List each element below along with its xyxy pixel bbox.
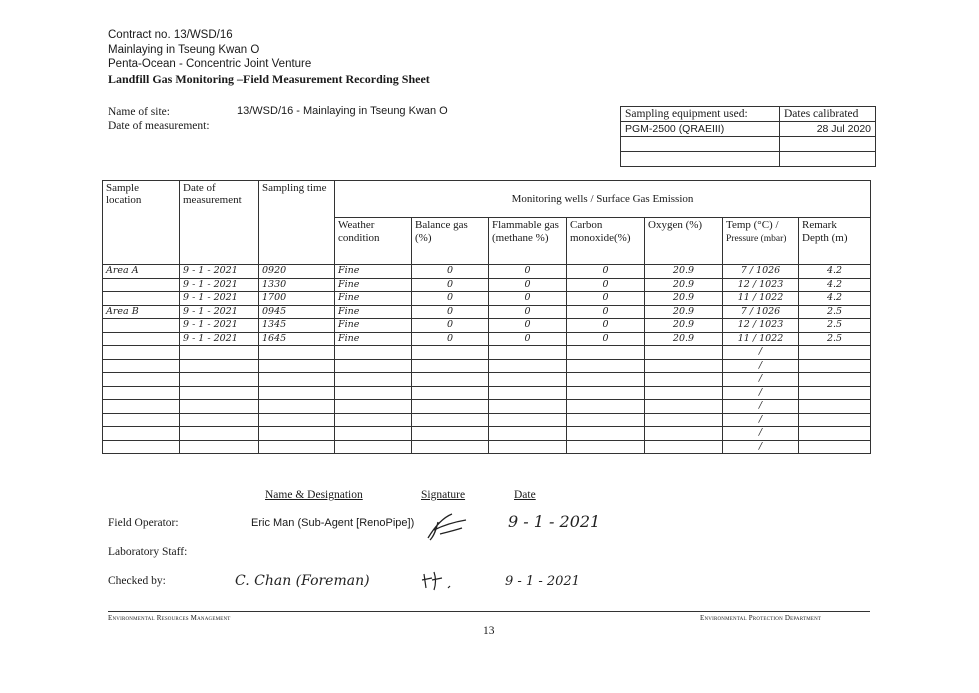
location-cell bbox=[103, 278, 180, 292]
document-header bbox=[108, 28, 430, 86]
temp-pressure-cell: 12 / 1023 bbox=[723, 319, 799, 333]
flammable-gas-header: Flammable gas (methane %) bbox=[489, 218, 567, 265]
checked-by-signature bbox=[418, 566, 458, 594]
footer-right: Environmental Protection Department bbox=[700, 614, 822, 622]
weather-cell: Fine bbox=[335, 265, 412, 279]
depth-cell bbox=[799, 400, 871, 414]
calibration-date-cell: 28 Jul 2020 bbox=[780, 122, 876, 137]
weather-cell: Fine bbox=[335, 278, 412, 292]
weather-cell bbox=[335, 400, 412, 414]
temp-pressure-header bbox=[723, 218, 799, 265]
temp-pressure-cell: 11 / 1022 bbox=[723, 292, 799, 306]
depth-cell: 4.2 bbox=[799, 265, 871, 279]
time-cell bbox=[259, 346, 335, 360]
balance-gas-cell bbox=[412, 359, 489, 373]
carbon-monoxide-cell bbox=[567, 400, 645, 414]
footer-divider bbox=[108, 611, 870, 612]
carbon-monoxide-cell: 0 bbox=[567, 265, 645, 279]
location-cell bbox=[103, 440, 180, 454]
flammable-gas-cell: 0 bbox=[489, 265, 567, 279]
date-cell: 9 - 1 - 2021 bbox=[180, 305, 259, 319]
oxygen-cell: 20.9 bbox=[645, 305, 723, 319]
table-row bbox=[103, 265, 871, 279]
table-row bbox=[103, 413, 871, 427]
location-cell: Area A bbox=[103, 265, 180, 279]
temp-header: Temp (°C) / bbox=[726, 219, 779, 231]
weather-cell bbox=[335, 359, 412, 373]
time-cell bbox=[259, 373, 335, 387]
oxygen-cell bbox=[645, 413, 723, 427]
weather-cell bbox=[335, 346, 412, 360]
weather-cell: Fine bbox=[335, 305, 412, 319]
time-cell bbox=[259, 427, 335, 441]
carbon-monoxide-cell: 0 bbox=[567, 278, 645, 292]
location-cell bbox=[103, 400, 180, 414]
depth-cell bbox=[799, 373, 871, 387]
sample-location-header: Sample location bbox=[103, 181, 180, 265]
equipment-header-row bbox=[621, 107, 876, 122]
date-cell: 9 - 1 - 2021 bbox=[180, 278, 259, 292]
oxygen-cell: 20.9 bbox=[645, 332, 723, 346]
depth-cell bbox=[799, 346, 871, 360]
depth-cell bbox=[799, 359, 871, 373]
calibration-date-cell bbox=[780, 152, 876, 167]
date-cell bbox=[180, 346, 259, 360]
equipment-row bbox=[621, 122, 876, 137]
depth-cell: 4.2 bbox=[799, 292, 871, 306]
temp-pressure-cell: / bbox=[723, 359, 799, 373]
location-cell bbox=[103, 373, 180, 387]
balance-gas-cell: 0 bbox=[412, 319, 489, 333]
oxygen-cell bbox=[645, 440, 723, 454]
balance-gas-cell bbox=[412, 373, 489, 387]
date-cell: 9 - 1 - 2021 bbox=[180, 292, 259, 306]
page-number: 13 bbox=[483, 625, 495, 637]
equipment-row bbox=[621, 152, 876, 167]
carbon-monoxide-cell bbox=[567, 346, 645, 360]
time-cell bbox=[259, 440, 335, 454]
remark-label: Remark bbox=[802, 219, 837, 231]
footer-left: Environmental Resources Management bbox=[108, 614, 231, 622]
carbon-monoxide-header: Carbon monoxide(%) bbox=[567, 218, 645, 265]
temp-pressure-cell: / bbox=[723, 373, 799, 387]
location-cell bbox=[103, 319, 180, 333]
oxygen-header: Oxygen (%) bbox=[645, 218, 723, 265]
oxygen-cell bbox=[645, 346, 723, 360]
sheet-title: Landfill Gas Monitoring –Field Measurement Recording Sheet bbox=[108, 71, 430, 86]
equipment-cell bbox=[621, 137, 780, 152]
site-info bbox=[108, 105, 210, 133]
flammable-gas-cell: 0 bbox=[489, 278, 567, 292]
equipment-cell: PGM-2500 (QRAEIII) bbox=[621, 122, 780, 137]
flammable-gas-cell: 0 bbox=[489, 292, 567, 306]
time-cell bbox=[259, 400, 335, 414]
balance-gas-cell: 0 bbox=[412, 292, 489, 306]
balance-gas-cell: 0 bbox=[412, 332, 489, 346]
balance-gas-header: Balance gas (%) bbox=[412, 218, 489, 265]
oxygen-cell: 20.9 bbox=[645, 319, 723, 333]
name-designation-header: Name & Designation bbox=[265, 489, 363, 501]
temp-pressure-cell: / bbox=[723, 440, 799, 454]
time-cell: 0945 bbox=[259, 305, 335, 319]
table-row bbox=[103, 332, 871, 346]
location-cell bbox=[103, 359, 180, 373]
weather-cell: Fine bbox=[335, 332, 412, 346]
date-cell: 9 - 1 - 2021 bbox=[180, 332, 259, 346]
flammable-gas-cell bbox=[489, 427, 567, 441]
project-name: Mainlaying in Tseung Kwan O bbox=[108, 43, 260, 56]
equipment-table bbox=[620, 106, 876, 167]
temp-pressure-cell: / bbox=[723, 427, 799, 441]
date-header: Date of measurement bbox=[180, 181, 259, 265]
temp-pressure-cell: 11 / 1022 bbox=[723, 332, 799, 346]
location-cell bbox=[103, 332, 180, 346]
pressure-header: Pressure (mbar) bbox=[726, 234, 787, 244]
flammable-gas-cell bbox=[489, 386, 567, 400]
equipment-cell bbox=[621, 152, 780, 167]
time-cell: 1645 bbox=[259, 332, 335, 346]
oxygen-cell bbox=[645, 400, 723, 414]
flammable-gas-cell: 0 bbox=[489, 332, 567, 346]
balance-gas-cell bbox=[412, 427, 489, 441]
balance-gas-cell: 0 bbox=[412, 278, 489, 292]
oxygen-cell: 20.9 bbox=[645, 278, 723, 292]
depth-cell bbox=[799, 440, 871, 454]
weather-cell: Fine bbox=[335, 292, 412, 306]
oxygen-cell: 20.9 bbox=[645, 265, 723, 279]
date-cell bbox=[180, 413, 259, 427]
carbon-monoxide-cell bbox=[567, 440, 645, 454]
measurement-table bbox=[102, 180, 871, 454]
monitoring-group-header: Monitoring wells / Surface Gas Emission bbox=[335, 181, 871, 218]
checked-by-label: Checked by: bbox=[108, 575, 166, 587]
table-row bbox=[103, 305, 871, 319]
depth-cell bbox=[799, 386, 871, 400]
table-row bbox=[103, 440, 871, 454]
table-row bbox=[103, 373, 871, 387]
date-cell bbox=[180, 400, 259, 414]
temp-pressure-cell: 7 / 1026 bbox=[723, 265, 799, 279]
date-cell bbox=[180, 386, 259, 400]
laboratory-staff-label: Laboratory Staff: bbox=[108, 546, 188, 558]
weather-cell bbox=[335, 373, 412, 387]
location-cell bbox=[103, 427, 180, 441]
weather-cell bbox=[335, 413, 412, 427]
temp-pressure-cell: / bbox=[723, 413, 799, 427]
balance-gas-cell bbox=[412, 440, 489, 454]
carbon-monoxide-cell bbox=[567, 427, 645, 441]
time-cell bbox=[259, 359, 335, 373]
time-cell: 1330 bbox=[259, 278, 335, 292]
temp-pressure-cell: / bbox=[723, 400, 799, 414]
weather-cell bbox=[335, 386, 412, 400]
date-cell bbox=[180, 373, 259, 387]
field-operator-signature bbox=[420, 508, 470, 542]
flammable-gas-cell: 0 bbox=[489, 305, 567, 319]
contractor-name: Penta-Ocean - Concentric Joint Venture bbox=[108, 58, 312, 70]
weather-cell: Fine bbox=[335, 319, 412, 333]
table-row bbox=[103, 359, 871, 373]
depth-cell bbox=[799, 413, 871, 427]
location-cell bbox=[103, 292, 180, 306]
calibration-date-cell bbox=[780, 137, 876, 152]
balance-gas-cell bbox=[412, 346, 489, 360]
depth-cell: 2.5 bbox=[799, 332, 871, 346]
carbon-monoxide-cell bbox=[567, 359, 645, 373]
site-name-label: Name of site: bbox=[108, 106, 170, 118]
oxygen-cell bbox=[645, 386, 723, 400]
checked-by-date: 9 - 1 - 2021 bbox=[505, 574, 580, 589]
balance-gas-cell bbox=[412, 413, 489, 427]
date-cell bbox=[180, 440, 259, 454]
location-cell: Area B bbox=[103, 305, 180, 319]
depth-cell: 2.5 bbox=[799, 319, 871, 333]
balance-gas-cell bbox=[412, 400, 489, 414]
time-cell: 1700 bbox=[259, 292, 335, 306]
date-header-sign: Date bbox=[514, 489, 536, 501]
flammable-gas-cell bbox=[489, 400, 567, 414]
depth-cell: 2.5 bbox=[799, 305, 871, 319]
carbon-monoxide-cell: 0 bbox=[567, 305, 645, 319]
time-cell: 1345 bbox=[259, 319, 335, 333]
carbon-monoxide-cell: 0 bbox=[567, 332, 645, 346]
date-cell bbox=[180, 359, 259, 373]
carbon-monoxide-cell bbox=[567, 386, 645, 400]
site-name-value: 13/WSD/16 - Mainlaying in Tseung Kwan O bbox=[237, 105, 448, 117]
temp-pressure-cell: / bbox=[723, 386, 799, 400]
depth-cell: 4.2 bbox=[799, 278, 871, 292]
location-cell bbox=[103, 386, 180, 400]
carbon-monoxide-cell: 0 bbox=[567, 292, 645, 306]
equipment-col-header: Sampling equipment used: bbox=[621, 107, 780, 122]
flammable-gas-cell bbox=[489, 346, 567, 360]
table-row bbox=[103, 292, 871, 306]
temp-pressure-cell: / bbox=[723, 346, 799, 360]
weather-cell bbox=[335, 440, 412, 454]
carbon-monoxide-cell bbox=[567, 413, 645, 427]
field-operator-date: 9 - 1 - 2021 bbox=[508, 512, 601, 531]
oxygen-cell bbox=[645, 359, 723, 373]
flammable-gas-cell: 0 bbox=[489, 319, 567, 333]
table-row bbox=[103, 346, 871, 360]
flammable-gas-cell bbox=[489, 359, 567, 373]
calibration-col-header: Dates calibrated bbox=[780, 107, 876, 122]
date-cell bbox=[180, 427, 259, 441]
table-row bbox=[103, 386, 871, 400]
temp-pressure-cell: 7 / 1026 bbox=[723, 305, 799, 319]
carbon-monoxide-cell bbox=[567, 373, 645, 387]
weather-header: Weather condition bbox=[335, 218, 412, 265]
location-cell bbox=[103, 413, 180, 427]
date-cell: 9 - 1 - 2021 bbox=[180, 319, 259, 333]
contract-number: Contract no. 13/WSD/16 bbox=[108, 29, 233, 41]
location-cell bbox=[103, 346, 180, 360]
field-operator-label: Field Operator: bbox=[108, 517, 179, 529]
flammable-gas-cell bbox=[489, 373, 567, 387]
carbon-monoxide-cell: 0 bbox=[567, 319, 645, 333]
oxygen-cell: 20.9 bbox=[645, 292, 723, 306]
flammable-gas-cell bbox=[489, 440, 567, 454]
date-of-measurement-label: Date of measurement: bbox=[108, 120, 210, 132]
remark-header bbox=[799, 218, 871, 265]
flammable-gas-cell bbox=[489, 413, 567, 427]
oxygen-cell bbox=[645, 373, 723, 387]
time-cell: 0920 bbox=[259, 265, 335, 279]
table-row bbox=[103, 400, 871, 414]
table-row bbox=[103, 278, 871, 292]
time-cell bbox=[259, 386, 335, 400]
depth-cell bbox=[799, 427, 871, 441]
table-header-row bbox=[103, 181, 871, 218]
table-row bbox=[103, 427, 871, 441]
date-cell: 9 - 1 - 2021 bbox=[180, 265, 259, 279]
time-header: Sampling time bbox=[259, 181, 335, 265]
balance-gas-cell: 0 bbox=[412, 265, 489, 279]
balance-gas-cell: 0 bbox=[412, 305, 489, 319]
field-operator-name: Eric Man (Sub-Agent [RenoPipe]) bbox=[251, 517, 415, 529]
equipment-row bbox=[621, 137, 876, 152]
depth-label: Depth (m) bbox=[802, 232, 848, 244]
signature-header: Signature bbox=[421, 489, 466, 501]
table-row bbox=[103, 319, 871, 333]
balance-gas-cell bbox=[412, 386, 489, 400]
checked-by-name: C. Chan (Foreman) bbox=[235, 573, 370, 589]
time-cell bbox=[259, 413, 335, 427]
temp-pressure-cell: 12 / 1023 bbox=[723, 278, 799, 292]
weather-cell bbox=[335, 427, 412, 441]
oxygen-cell bbox=[645, 427, 723, 441]
